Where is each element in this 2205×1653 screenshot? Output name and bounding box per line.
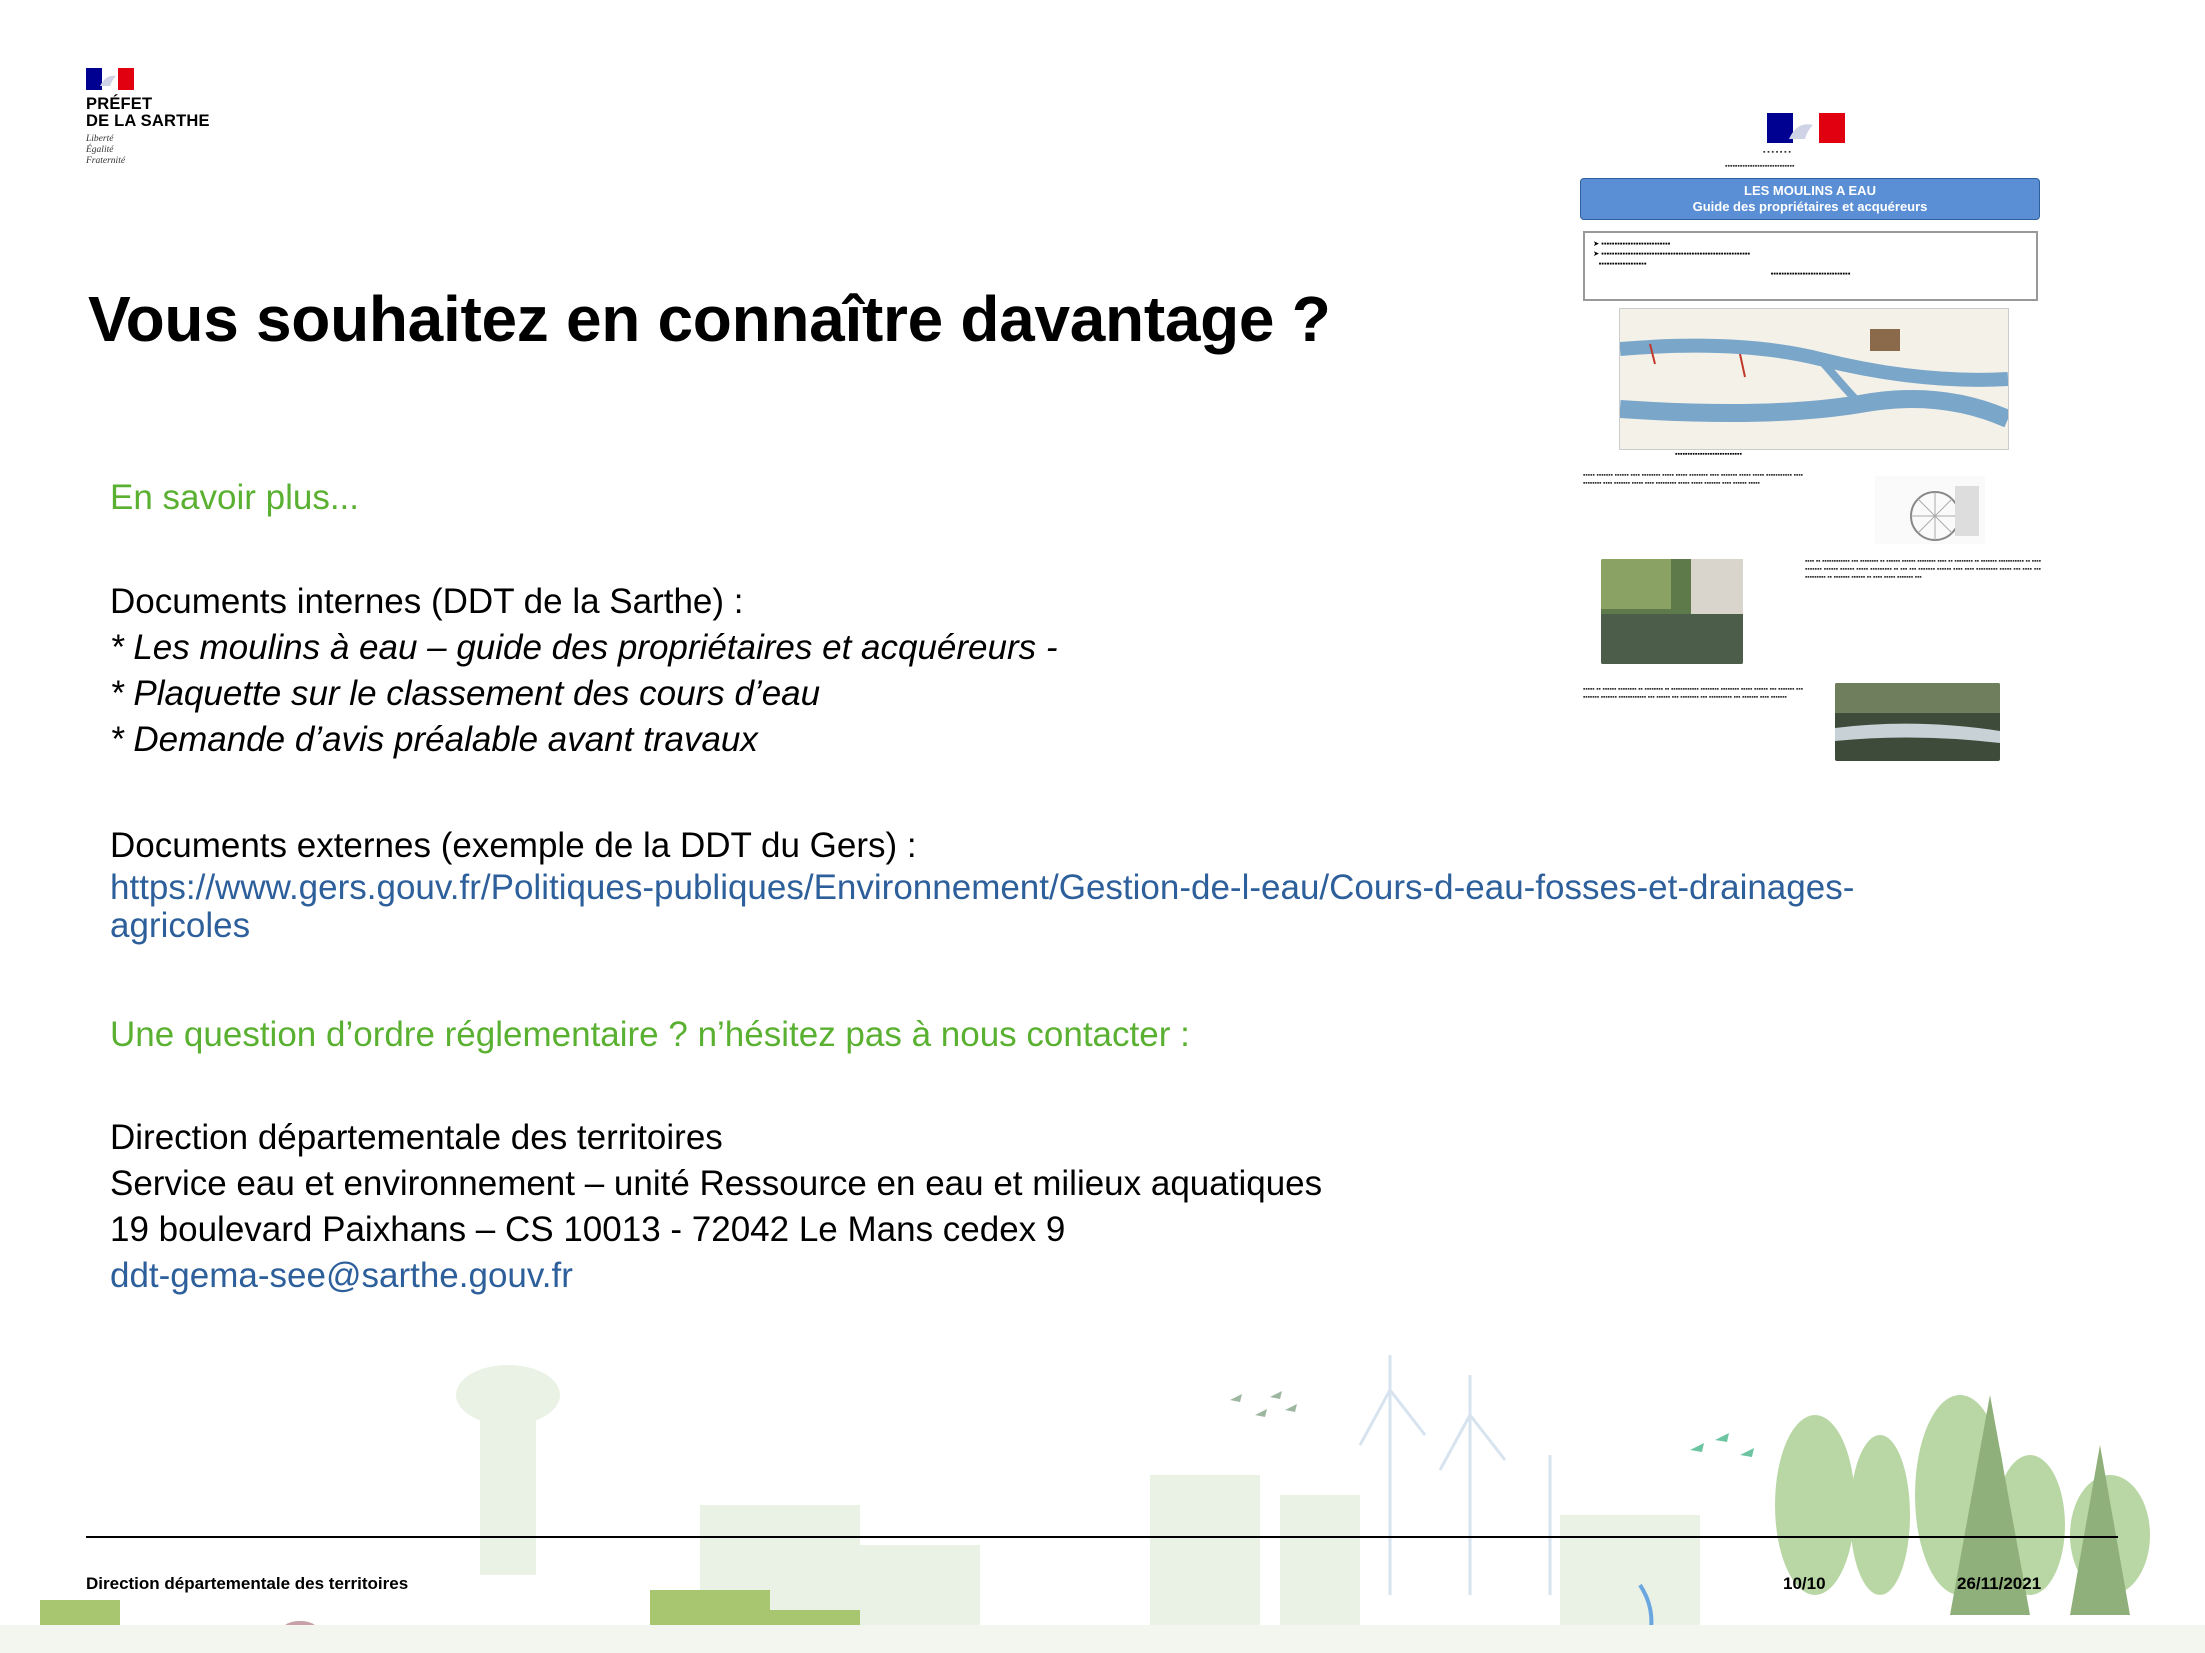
brand-line2: DE LA SARTHE [86,112,210,130]
prefecture-logo [86,68,236,178]
marianne-flag-icon [86,68,134,90]
footer-date: 26/11/2021 [1957,1574,2042,1593]
contact-address: 19 boulevard Paixhans – CS 10013 - 72042 Le Mans cedex 9 [110,1210,1066,1249]
internal-doc-item[interactable]: * Plaquette sur le classement des cours d’eau [110,674,821,713]
external-link[interactable]: https://www.gers.gouv.fr/Politiques-publiques/Environnement/Gestion-de-l-eau/Cours-d-eau-fosses-et-drainages- agricoles [110,868,1855,945]
learn-more-label: En savoir plus... [110,478,359,517]
marianne-flag-icon [1767,113,1845,143]
weir-photo [1835,683,2000,761]
motto: Liberté Égalité Fraternité [86,134,126,166]
question-label: Une question d’ordre réglementaire ? n’hésitez pas à nous contacter : [110,1015,1190,1054]
contact-email-link[interactable]: ddt-gema-see@sarthe.gouv.fr [110,1256,573,1295]
document-title: LES MOULINS A EAU Guide des propriétaires et acquéreurs [1580,178,2040,220]
landscape-illustration [0,1355,2205,1653]
contact-line: Direction départementale des territoires [110,1118,723,1157]
waterwheel-sketch [1875,476,1985,544]
page-title: Vous souhaitez en connaître davantage ? [88,283,1331,355]
mill-diagram [1619,308,2009,450]
internal-doc-item[interactable]: * Les moulins à eau – guide des propriétaires et acquéreurs - [110,628,1058,667]
guide-document-thumbnail[interactable]: ▪ ▪ ▪ ▪ ▪ ▪ ▪ ▪▪▪▪▪▪▪▪▪▪▪▪▪▪▪▪▪▪▪▪▪▪▪▪▪▪▪▪ LES MOULINS A EAU Guide des propriétaires et acquéreurs ➤ ▪▪▪▪▪▪▪▪▪▪▪▪▪▪▪▪▪▪▪▪▪▪▪▪▪▪ ➤ ▪▪▪▪▪▪▪▪▪▪▪▪▪▪▪▪▪▪▪▪▪▪▪▪▪▪▪▪▪▪▪▪▪▪▪▪▪▪▪▪▪▪▪▪▪▪▪▪▪▪▪▪▪▪▪▪ ▪▪▪▪▪▪▪▪▪▪▪▪▪▪▪▪▪▪ ▪▪▪▪▪▪▪▪▪▪▪▪▪▪▪▪▪▪▪▪▪▪▪▪▪▪▪▪▪▪ ▪▪▪▪▪▪▪▪▪▪▪▪▪▪▪▪▪▪▪▪▪▪▪▪▪▪▪ ▪▪▪▪▪ ▪▪▪▪▪▪▪ ▪▪▪▪▪▪ ▪▪▪▪ ▪▪▪▪▪▪▪▪ ▪▪▪▪▪ ▪▪▪▪▪ ▪▪▪▪▪▪▪▪ ▪▪▪▪ ▪▪▪▪▪▪▪ ▪▪▪▪▪ ▪▪▪▪▪ ▪▪▪▪▪▪▪▪▪▪▪ ▪▪▪▪ ▪▪▪▪▪▪▪▪ ▪▪▪▪ ▪▪▪▪▪▪▪ ▪▪▪▪▪ ▪▪▪▪ ▪▪▪▪▪▪▪▪▪ ▪▪▪▪▪ ▪▪▪▪▪ ▪▪▪▪▪▪▪ ▪▪▪▪ ▪▪▪▪▪▪ ▪▪▪▪▪ ▪▪▪▪ ▪▪ ▪▪▪▪▪▪▪▪▪▪▪▪ ▪▪▪ ▪▪▪▪▪▪▪▪ ▪▪ ▪▪▪▪▪▪ ▪▪▪▪▪▪ ▪▪▪▪▪▪▪▪ ▪▪▪▪ ▪▪ ▪▪▪▪▪▪▪▪ ▪▪ ▪▪▪▪▪▪▪ ▪▪▪▪▪▪▪▪▪▪▪ ▪▪ ▪▪▪▪ ▪▪▪▪▪▪▪ ▪▪▪▪▪▪ ▪▪▪▪▪▪ ▪▪▪▪▪ ▪▪▪▪▪▪▪▪▪ ▪▪ ▪▪▪ ▪▪▪ ▪▪▪▪▪▪▪ ▪▪▪▪▪▪ ▪▪▪▪ ▪▪▪▪ ▪▪▪▪▪▪▪▪▪ ▪▪▪▪▪ ▪▪▪ ▪▪▪▪ ▪▪▪ ▪▪▪▪▪▪▪▪▪ ▪▪ ▪▪▪▪▪▪▪ ▪▪▪▪▪▪ ▪▪ ▪▪▪▪ ▪▪▪▪▪ ▪▪▪▪▪▪▪ ▪▪▪ ▪▪▪▪▪ ▪▪ ▪▪▪▪▪▪ ▪▪▪▪▪▪▪▪ ▪▪ ▪▪▪▪▪▪▪▪ ▪▪ ▪▪▪▪▪▪▪▪▪▪▪▪ ▪▪▪▪▪▪▪▪ ▪▪▪▪▪▪▪▪ ▪▪▪▪▪ ▪▪▪▪▪▪ ▪▪▪ ▪▪▪▪▪▪▪ ▪▪▪ ▪▪▪▪▪▪▪ ▪▪▪▪▪▪▪ ▪▪▪▪▪▪▪▪▪▪▪▪ ▪▪▪ ▪▪▪▪▪▪ ▪▪▪ ▪▪▪▪▪▪▪▪ ▪▪▪ ▪▪▪▪▪▪▪▪▪▪ ▪▪▪ ▪▪▪▪▪▪▪ ▪▪▪▪ ▪▪▪▪▪▪▪ [1575,108,2050,768]
internal-docs-heading: Documents internes (DDT de la Sarthe) : [110,582,744,621]
document-bullets: ➤ ▪▪▪▪▪▪▪▪▪▪▪▪▪▪▪▪▪▪▪▪▪▪▪▪▪▪ ➤ ▪▪▪▪▪▪▪▪▪▪▪▪▪▪▪▪▪▪▪▪▪▪▪▪▪▪▪▪▪▪▪▪▪▪▪▪▪▪▪▪▪▪▪▪▪▪▪▪▪▪▪▪▪▪▪▪ ▪▪▪▪▪▪▪▪▪▪▪▪▪▪▪▪▪▪ ▪▪▪▪▪▪▪▪▪▪▪▪▪▪▪▪▪▪▪▪▪▪▪▪▪▪▪▪▪▪ [1583,231,2038,301]
external-docs-heading: Documents externes (exemple de la DDT du Gers) : [110,826,917,865]
mill-photo [1601,559,1743,664]
internal-doc-item[interactable]: * Demande d’avis préalable avant travaux [110,720,758,759]
contact-line: Service eau et environnement – unité Ressource en eau et milieux aquatiques [110,1164,1323,1203]
footer-organization: Direction départementale des territoires [86,1574,409,1593]
page-number: 10/10 [1783,1574,1826,1593]
brand-line1: PRÉFET [86,95,153,113]
footer-divider [86,1536,2118,1538]
